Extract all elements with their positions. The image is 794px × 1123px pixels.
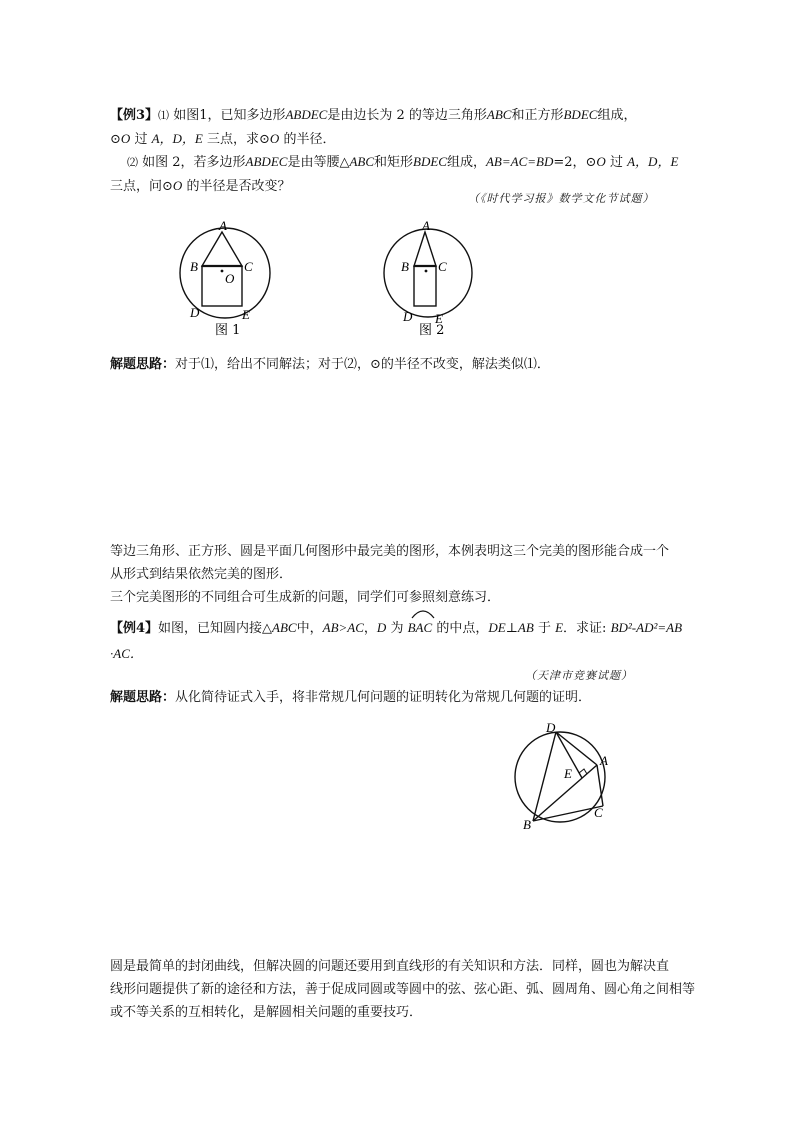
ex3-line1: 【例3】⑴ 如图1，已知多边形ABDEC是由边长为 2 的等边三角形ABC和正方形BDEC组成， — [110, 107, 637, 123]
ex4-label-a: A — [600, 753, 608, 768]
fig1-label-d: D — [190, 305, 200, 320]
fig2-center-dot — [425, 270, 428, 273]
fig2-label-e: E — [435, 311, 443, 326]
ex4-line1: 【例4】如图，已知圆内接△ABC中，AB>AC，D 为 BAC 的中点，DE⊥AB 于 E．求证: BD²-AD²=AB — [110, 616, 682, 641]
fig1-label-c: C — [244, 259, 253, 274]
ex4-hint: 解题思路：从化简待证式入手，将非常规几何问题的证明转化为常规几何题的证明． — [110, 690, 592, 705]
ex4-label-c: C — [594, 805, 603, 820]
ex3-hint-label: 解题思路： — [110, 357, 176, 372]
ex4-line2: ·AC． — [110, 646, 143, 661]
fig2-label-a: A — [422, 218, 430, 233]
fig1-center-dot — [221, 270, 224, 273]
ex4-label-e: E — [564, 766, 572, 781]
ex4-right-angle-mark — [579, 769, 587, 774]
ex4-segment-bd — [533, 732, 556, 821]
para2-line3: 或不等关系的互相转化，是解圆相关问题的重要技巧． — [110, 1005, 423, 1020]
ex3-line2: ⊙O 过 A，D，E 三点，求⊙O 的半径． — [110, 131, 336, 147]
ex4-source: （天津市竞赛试题） — [525, 669, 633, 682]
fig1-label-b: B — [190, 259, 198, 274]
fig1-label-a: A — [219, 218, 227, 233]
fig2-label-d: D — [403, 309, 413, 324]
fig2-label-c: C — [438, 259, 447, 274]
figure-1 — [170, 215, 280, 345]
ex4-hint-label: 解题思路： — [110, 690, 176, 705]
ex4-segment-bc — [533, 806, 603, 821]
ex3-hint: 解题思路：对于⑴，给出不同解法；对于⑵，⊙的半径不改变，解法类似⑴． — [110, 357, 550, 372]
para1-line1: 等边三角形、正方形、圆是平面几何图形中最完美的图形，本例表明这三个完美的图形能合成一个 — [110, 544, 670, 559]
ex4-label-b: B — [523, 817, 531, 832]
ex4-segment-da — [556, 732, 597, 765]
ex3-line4: 三点，问⊙O 的半径是否改变？ — [110, 178, 291, 194]
fig2-triangle — [414, 232, 436, 266]
arc-bac: BAC — [408, 616, 433, 640]
para2-line2: 线形问题提供了新的途径和方法，善于促成同圆或等圆中的弦、弦心距、弧、圆周角、圆心角之间相等 — [110, 982, 696, 997]
figure-2 — [378, 215, 488, 345]
para1-line2: 从形式到结果依然完美的图形． — [110, 567, 293, 582]
fig1-label-o: O — [225, 271, 235, 286]
fig2-caption: 图 2 — [419, 323, 445, 338]
fig2-rectangle — [414, 266, 436, 306]
ex4-label-d: D — [546, 720, 556, 735]
example-3-tag: 【例3】 — [110, 108, 159, 123]
figure-ex4 — [500, 720, 630, 835]
ex4-segment-ac — [597, 765, 603, 806]
para1-line3: 三个完美图形的不同组合可生成新的问题，同学们可参照刻意练习． — [110, 590, 501, 605]
fig1-triangle — [202, 232, 242, 266]
fig2-label-b: B — [401, 259, 409, 274]
example-4-tag: 【例4】 — [110, 621, 159, 636]
para2-line1: 圆是最简单的封闭曲线，但解决圆的问题还要用到直线形的有关知识和方法．同样，圆也为解决直 — [110, 959, 670, 974]
ex3-line3: ⑵ 如图 2，若多边形ABDEC是由等腰△ABC和矩形BDEC组成，AB=AC=BD=2，⊙O 过 A，D，E — [127, 154, 679, 170]
fig1-caption: 图 1 — [215, 323, 241, 338]
arc-mark-icon — [410, 606, 436, 620]
ex3-source: （《时代学习报》数学文化节试题） — [468, 192, 655, 205]
fig1-label-e: E — [242, 307, 250, 322]
